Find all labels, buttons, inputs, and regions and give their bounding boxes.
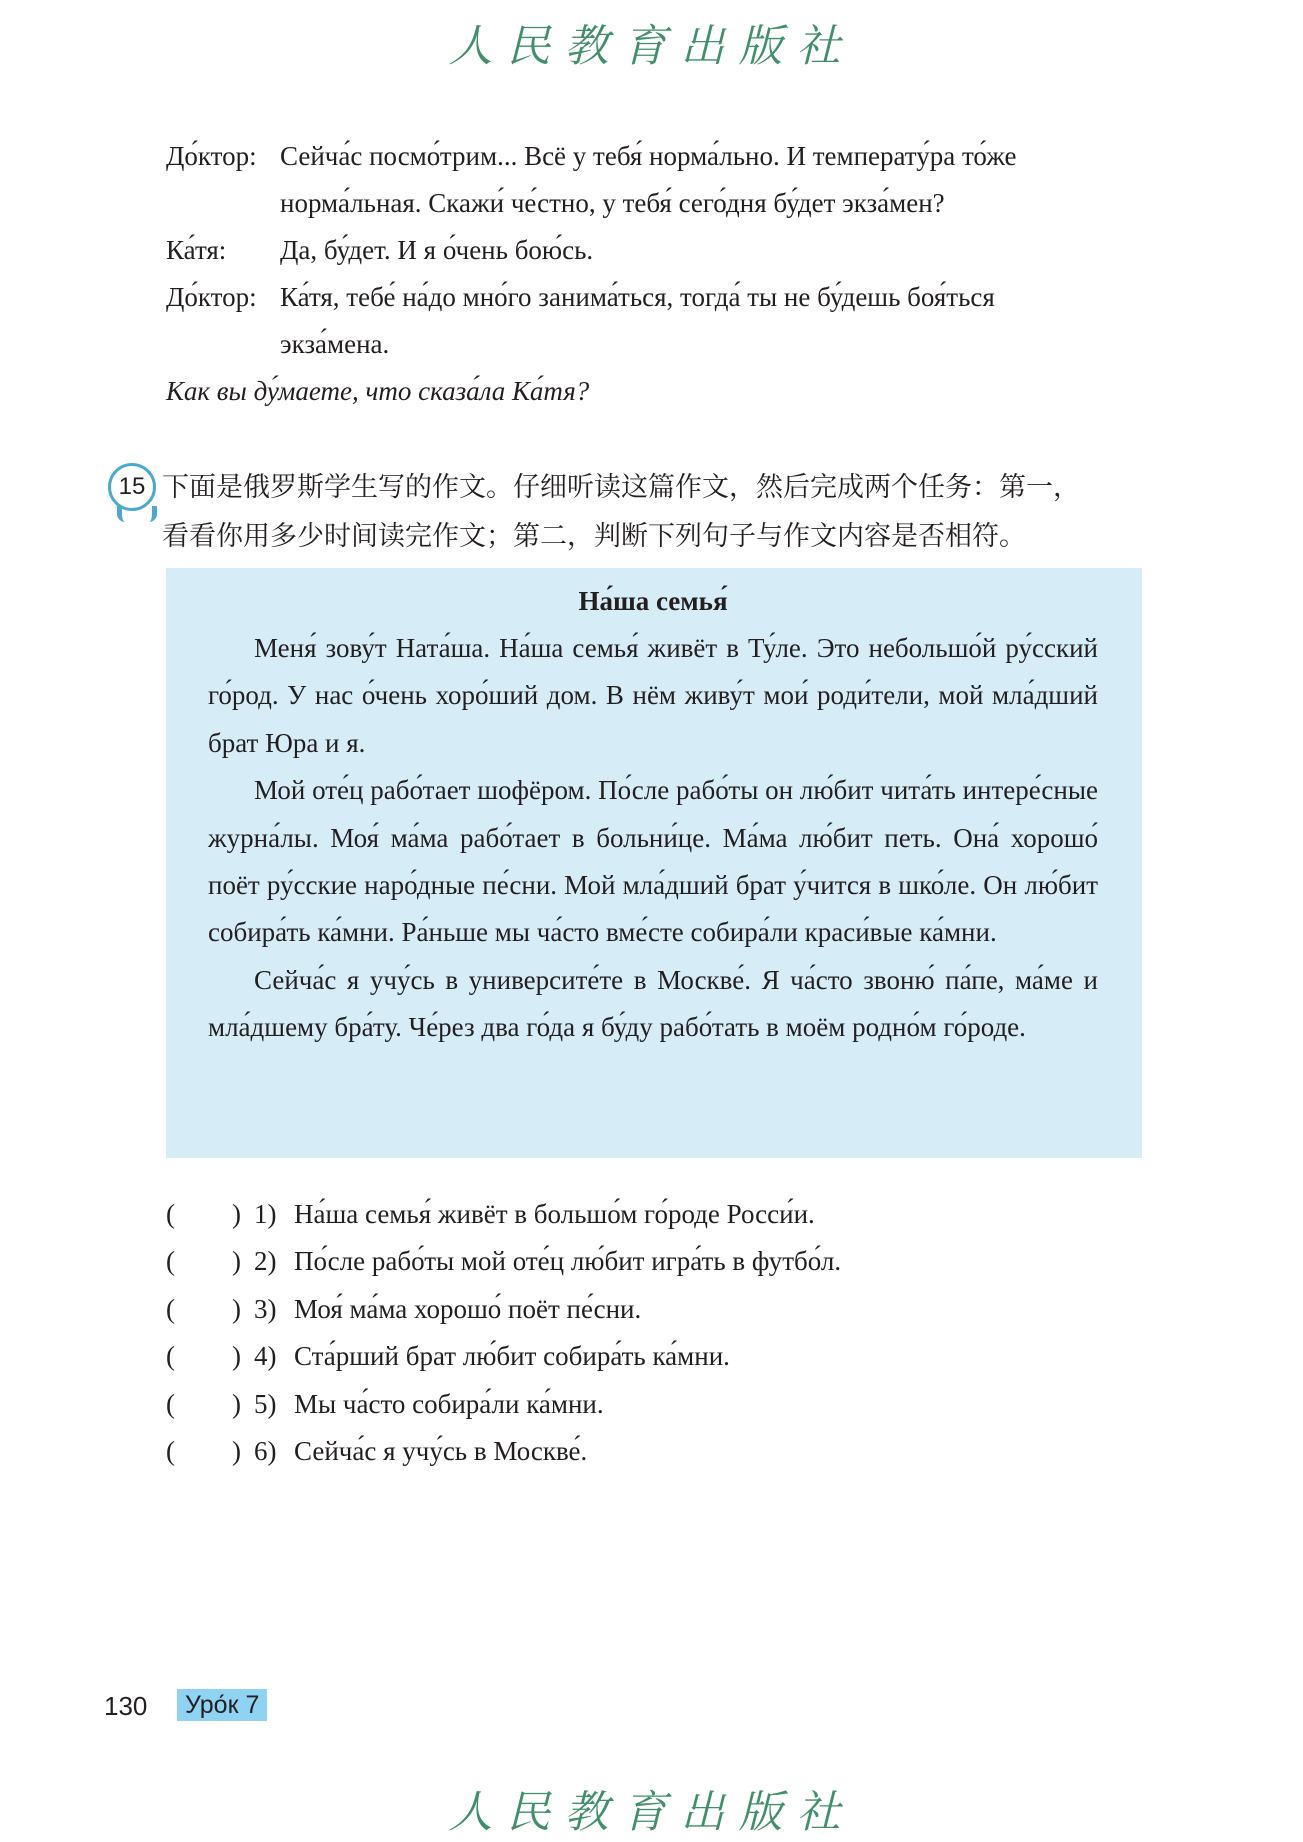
publisher-logo-top: 人民教育出版社 [448, 21, 855, 72]
answer-blank[interactable]: ( [166, 1388, 175, 1419]
headphones-icon [108, 463, 156, 511]
page-number: 130 [104, 1691, 148, 1721]
answer-blank[interactable]: ( [166, 1436, 175, 1467]
dialog-speech [280, 133, 1136, 227]
statement-item [166, 1286, 1066, 1333]
task-instruction-line: 看看你用多少时间读完作文；第二，判断下列句子与作文内容是否相符。 [162, 521, 1026, 552]
dialog-line [166, 133, 1136, 227]
statement-item [166, 1191, 1066, 1238]
statement-number: 2) [254, 1246, 277, 1277]
statement-number: 5) [254, 1388, 277, 1419]
essay-title: На́ша семья́ [578, 586, 728, 616]
statement-text: Моя́ ма́ма хорошо́ поёт пе́сни. [294, 1293, 642, 1324]
answer-blank[interactable]: ( [166, 1199, 175, 1229]
answer-blank-close: ) [232, 1246, 241, 1277]
dialog-speaker: Ка́тя: [166, 235, 227, 265]
statement-item [166, 1381, 1066, 1428]
statement-item [166, 1333, 1066, 1380]
dialog-speech-line: норма́льная. Скажи́ че́стно, у тебя́ сего́дня бу́дет экза́мен? [280, 188, 945, 218]
task-instruction-line: 下面是俄罗斯学生写的作文。仔细听读这篇作文，然后完成两个任务：第一， [162, 472, 1080, 503]
dialog-question: Как вы ду́маете, что сказа́ла Ка́тя? [166, 376, 590, 406]
answer-blank-close: ) [232, 1388, 241, 1419]
statement-item [166, 1238, 1066, 1285]
essay-paragraph: Мой оте́ц рабо́тает шофёром. По́сле рабо́ты он лю́бит чита́ть интере́сные журна́лы. Моя́ ма́ма рабо́тает в больни́це. Ма́ма лю́бит петь. Она́ хорошо́ поёт ру́сские наро́дные пе́сни. Мой мла́дший брат у́чится в шко́ле. Он лю́бит собира́ть ка́мни. Ра́ньше мы ча́сто вме́сте собира́ли краси́вые ка́мни. [208, 775, 1098, 948]
dialog-line [166, 227, 1136, 274]
answer-blank[interactable]: ( [166, 1293, 175, 1324]
statement-number: 4) [254, 1341, 277, 1372]
task-number: 15 [118, 473, 146, 500]
statement-number: 1) [254, 1199, 277, 1229]
statement-number: 6) [254, 1436, 277, 1467]
answer-blank-close: ) [232, 1293, 241, 1324]
dialog-speech-line: Сейча́с посмо́трим... Всё у тебя́ норма́льно. И температу́ра то́же [280, 141, 1017, 171]
dialog-speech [280, 274, 1136, 368]
statement-number: 3) [254, 1293, 277, 1324]
publisher-logo-bottom: 人民教育出版社 [448, 1787, 855, 1838]
answer-blank-close: ) [232, 1199, 241, 1229]
dialog-speech [280, 227, 1136, 274]
statement-text: По́сле рабо́ты мой оте́ц лю́бит игра́ть в футбо́л. [294, 1246, 842, 1277]
statement-item [166, 1428, 1066, 1475]
essay-box [166, 568, 1142, 1158]
statement-text: Мы ча́сто собира́ли ка́мни. [294, 1388, 604, 1419]
task-instruction [162, 463, 1142, 561]
essay-paragraph: Сейча́с я учу́сь в университе́те в Москве́. Я ча́сто звоню́ па́пе, ма́ме и мла́дшему бра́ту. Че́рез два го́да я бу́ду рабо́тать в моём родно́м го́роде. [208, 964, 1098, 1043]
dialog-speech-line: Да, бу́дет. И я о́чень бою́сь. [280, 235, 594, 265]
dialog-line [166, 274, 1136, 368]
dialog-speech-line: Ка́тя, тебе́ на́до мно́го занима́ться, тогда́ ты не бу́дешь боя́ться [280, 282, 995, 312]
dialog-speaker: До́ктор: [166, 141, 257, 171]
statement-text: Сейча́с я учу́сь в Москве́. [294, 1436, 588, 1467]
dialog-speech-line: экза́мена. [280, 329, 390, 359]
lesson-label: Уро́к 7 [177, 1689, 267, 1721]
dialog-speaker: До́ктор: [166, 282, 257, 312]
answer-blank[interactable]: ( [166, 1246, 175, 1277]
essay-paragraph: Меня́ зову́т Ната́ша. На́ша семья́ живёт в Ту́ле. Это небольшо́й ру́сский го́род. У нас о́чень хоро́ший дом. В нём живу́т мои́ роди́тели, мой мла́дший брат Юра и я. [208, 633, 1098, 758]
answer-blank[interactable]: ( [166, 1341, 175, 1372]
statement-text: Ста́рший брат лю́бит собира́ть ка́мни. [294, 1341, 730, 1372]
statement-text: На́ша семья́ живёт в большо́м го́роде Росси́и. [294, 1199, 815, 1229]
dialog [166, 133, 1136, 415]
true-false-statements [166, 1191, 1066, 1475]
answer-blank-close: ) [232, 1436, 241, 1467]
answer-blank-close: ) [232, 1341, 241, 1372]
